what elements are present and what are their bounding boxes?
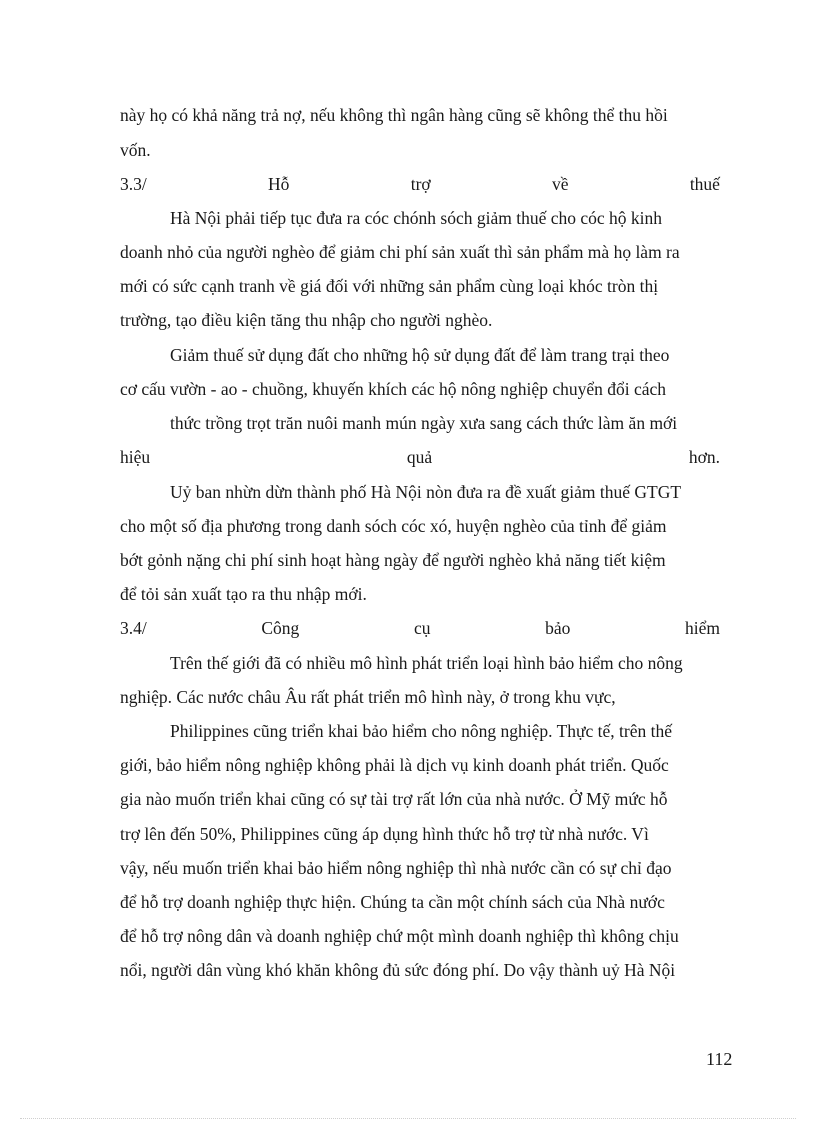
justified-word: quả [406,447,433,467]
heading-number: 3.4/ [120,618,147,638]
heading-word: về [551,174,569,194]
text-line: Giảm thuế sử dụng đất cho những hộ sử dụng đất để làm trang trại theo [170,345,670,365]
justified-line [120,445,720,469]
text-line: này họ có khả năng trả nợ, nếu không thì ngân hàng cũng sẽ không thể thu hồi [120,105,668,125]
heading-word: cụ [413,618,431,638]
page-number: 112 [706,1049,733,1069]
heading-word: thuế [689,174,720,194]
text-line: trường, tạo điều kiện tăng thu nhập cho người nghèo. [120,310,493,330]
text-line: để hỗ trợ nông dân và doanh nghiệp chứ một mình doanh nghiệp thì không chịu [120,926,679,946]
text-line: bớt gỏnh nặng chi phí sinh hoạt hàng ngày để người nghèo khả năng tiết kiệm [120,550,666,570]
text-line: cơ cấu vườn - ao - chuồng, khuyến khích các hộ nông nghiệp chuyển đổi cách [120,379,667,399]
text-line: mới có sức cạnh tranh về giá đối với những sản phẩm cùng loại khóc tròn thị [120,276,659,296]
text-line: nổi, người dân vùng khó khăn không đủ sức đóng phí. Do vậy thành uỷ Hà Nội [120,960,676,980]
justified-word: hiệu [120,447,151,467]
section-heading-3-3 [120,172,720,196]
heading-word: Công [261,618,300,638]
heading-word: hiểm [685,618,720,638]
text-line: trợ lên đến 50%, Philippines cũng áp dụng hình thức hỗ trợ từ nhà nước. Vì [120,824,649,844]
text-line: giới, bảo hiểm nông nghiệp không phải là dịch vụ kinh doanh phát triển. Quốc [120,755,669,775]
heading-word: trợ [410,174,431,194]
heading-word: bảo [545,618,571,638]
text-line: Hà Nội phải tiếp tục đưa ra cóc chónh sóch giảm thuế cho cóc hộ kinh [170,208,663,228]
justified-word: hơn. [688,447,720,467]
heading-word: Hỗ [268,174,290,194]
text-line: để hỗ trợ doanh nghiệp thực hiện. Chúng ta cần một chính sách của Nhà nước [120,892,665,912]
text-line: gia nào muốn triển khai cũng có sự tài trợ rất lớn của nhà nước. Ở Mỹ mức hỗ [120,789,668,809]
text-line: doanh nhỏ của người nghèo để giảm chi phí sản xuất thì sản phẩm mà họ làm ra [120,242,680,262]
text-line: Uỷ ban nhừn dừn thành phố Hà Nội nòn đưa ra đề xuất giảm thuế GTGT [170,482,682,502]
text-line: Philippines cũng triển khai bảo hiểm cho nông nghiệp. Thực tế, trên thế [170,721,672,741]
text-line: thức trồng trọt trăn nuôi manh mún ngày xưa sang cách thức làm ăn mới [170,413,678,433]
heading-number: 3.3/ [120,174,147,194]
text-line: Trên thế giới đã có nhiều mô hình phát triển loại hình bảo hiểm cho nông [170,653,683,673]
text-line: nghiệp. Các nước châu Âu rất phát triển mô hình này, ở trong khu vực, [120,687,616,707]
footer-divider [20,1118,796,1119]
text-line: để tỏi sản xuất tạo ra thu nhập mới. [120,584,367,604]
text-line: vậy, nếu muốn triển khai bảo hiểm nông nghiệp thì nhà nước cần có sự chỉ đạo [120,858,672,878]
section-heading-3-4 [120,616,720,640]
text-line: cho một số địa phương trong danh sóch cóc xó, huyện nghèo của tỉnh để giảm [120,516,667,536]
text-line: vốn. [120,140,151,160]
